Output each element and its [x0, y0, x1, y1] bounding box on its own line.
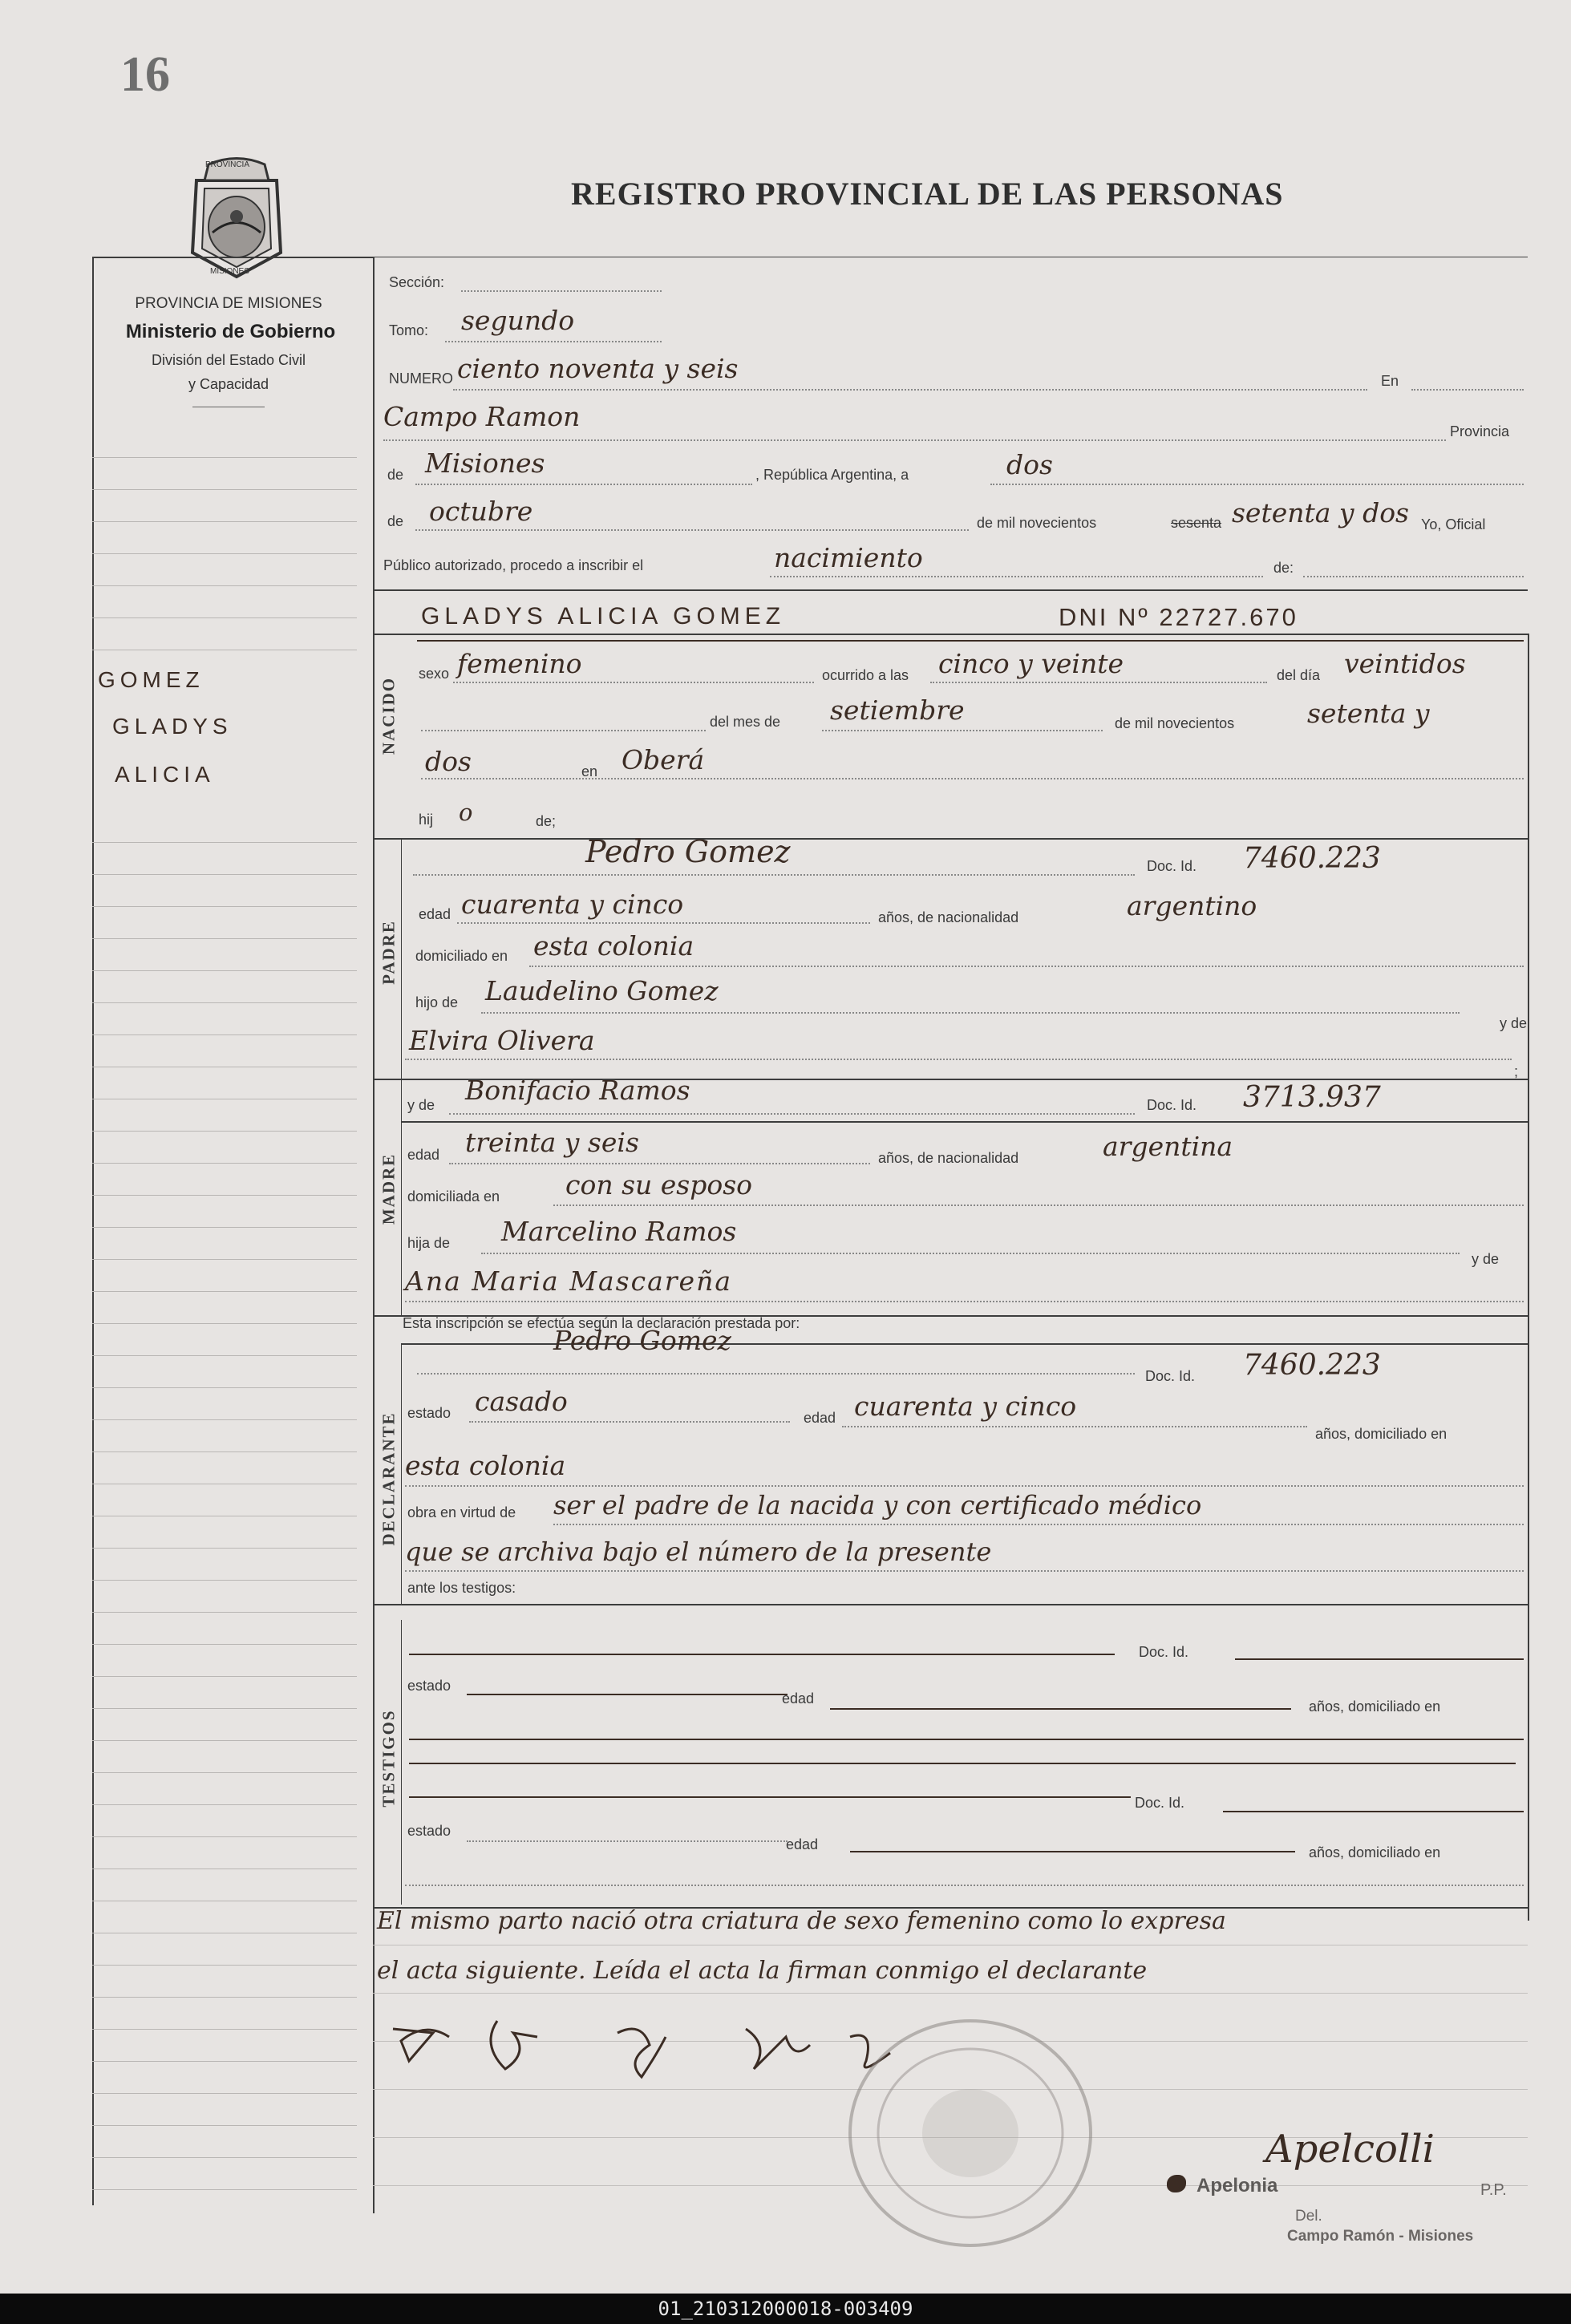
padre-nacionalidad-value: argentino	[1127, 890, 1257, 921]
declarante-edad-value: cuarenta y cinco	[854, 1391, 1077, 1422]
right-border-line	[1528, 634, 1529, 1921]
madre-edad-label: edad	[407, 1147, 440, 1163]
oficial-stamp-name: Apelonia	[1196, 2175, 1278, 2196]
section-label-declarante: DECLARANTE	[379, 1411, 399, 1546]
nota-line-2: el acta siguiente. Leída el acta la firman conmigo el declarante	[377, 1957, 1148, 1985]
madre-hija-label: hija de	[407, 1235, 451, 1251]
left-top-line	[92, 257, 373, 258]
lugar-value: Campo Ramon	[383, 401, 581, 432]
ink-blot	[1167, 2175, 1186, 2192]
inscripcion-label: Esta inscripción se efectúa según la declaración prestada por:	[403, 1315, 800, 1331]
padre-hijo-label: hijo de	[415, 994, 459, 1010]
madre-madre-value: Ana Maria Mascareña	[405, 1265, 732, 1297]
stamp-del-label: Del.	[1295, 2208, 1322, 2225]
hij-label: hij	[419, 812, 434, 828]
declarante-doc-value: 7460.223	[1243, 1349, 1381, 1382]
nacido-en-label: en	[581, 763, 598, 779]
madre-doc-value: 3713.937	[1243, 1081, 1381, 1114]
de2-label: de	[387, 513, 404, 529]
margin-note-firstname: GLADYS	[112, 714, 233, 739]
page-number: 16	[120, 47, 170, 102]
mes-value: octubre	[429, 496, 533, 527]
nacido-mes-value: setiembre	[830, 694, 965, 726]
numero-label: NUMERO	[389, 370, 453, 387]
nota-line-1: El mismo parto nació otra criatura de sexo femenino como lo expresa	[377, 1907, 1226, 1935]
testigo-2-edad-label: edad	[786, 1836, 819, 1852]
nacido-mil-label: de mil novecientos	[1115, 715, 1235, 731]
tomo-value: segundo	[461, 305, 575, 336]
madre-edad-value: treinta y seis	[465, 1127, 639, 1158]
declarante-obra-label: obra en virtud de	[407, 1504, 516, 1520]
madre-nacionalidad-label: años, de nacionalidad	[878, 1150, 1019, 1166]
office-line-4: y Capacidad	[188, 376, 269, 392]
office-line-1: PROVINCIA DE MISIONES	[135, 295, 322, 312]
provincia-label: Provincia	[1450, 423, 1510, 439]
page-title: REGISTRO PROVINCIAL DE LAS PERSONAS	[571, 176, 1284, 212]
testigo-2-domicilio-label: años, domiciliado en	[1309, 1844, 1441, 1860]
hora-value: cinco y veinte	[938, 648, 1124, 679]
provincial-seal	[180, 156, 293, 281]
seal-text-top: PROVINCIA	[205, 160, 250, 169]
sexo-value: femenino	[457, 648, 582, 679]
padre-edad-label: edad	[419, 906, 451, 922]
madre-domicilio-label: domiciliada en	[407, 1188, 500, 1205]
padre-name-value: Pedro Gomez	[585, 834, 791, 869]
declarante-doc-label: Doc. Id.	[1145, 1368, 1196, 1384]
madre-nacionalidad-value: argentina	[1103, 1131, 1233, 1162]
en-label: En	[1381, 373, 1399, 389]
hij-suffix: o	[459, 799, 473, 826]
mil-label: de mil novecientos	[977, 515, 1097, 531]
margin-note-surname: GOMEZ	[98, 667, 204, 692]
padre-doc-value: 7460.223	[1243, 842, 1381, 875]
numero-value: ciento noventa y seis	[457, 353, 739, 384]
declarante-edad-label: edad	[804, 1410, 836, 1426]
madre-y-de-label-2: y de	[1472, 1251, 1500, 1267]
oficial-signature: Apelcolli	[1265, 2127, 1435, 2172]
sexo-label: sexo	[419, 666, 450, 682]
testigo-1-domicilio-label: años, domiciliado en	[1309, 1698, 1441, 1715]
de-label: de	[387, 467, 404, 483]
de3-label: de:	[1273, 560, 1294, 576]
yo-label: Yo, Oficial	[1421, 516, 1486, 532]
upper-form-rule	[373, 589, 1528, 591]
office-line-3: División del Estado Civil	[151, 352, 306, 368]
section-label-nacido: NACIDO	[379, 676, 399, 755]
padre-doc-label: Doc. Id.	[1147, 858, 1197, 874]
section-label-testigos: TESTIGOS	[379, 1709, 399, 1808]
nacido-anio-value-2: dos	[425, 746, 472, 777]
stamp-lugar: Campo Ramón - Misiones	[1287, 2228, 1474, 2245]
nacido-de-label: de;	[536, 813, 557, 829]
office-stamp	[834, 2005, 1107, 2261]
madre-hija-value: Marcelino Ramos	[501, 1216, 737, 1247]
nacido-dni-value: DNI Nº 22727.670	[1059, 603, 1298, 631]
stamp-suffix: P.P.	[1480, 2181, 1507, 2199]
testigo-1-doc-label: Doc. Id.	[1139, 1644, 1189, 1660]
padre-domicilio-label: domiciliado en	[415, 948, 508, 964]
declarante-testigos-label: ante los testigos:	[407, 1580, 516, 1596]
madre-doc-label: Doc. Id.	[1147, 1097, 1197, 1113]
margin-note-middlename: ALICIA	[115, 762, 215, 787]
padre-nacionalidad-label: años, de nacionalidad	[878, 909, 1019, 925]
nacido-anio-value: setenta y	[1307, 698, 1430, 729]
struck-word: sesenta	[1171, 515, 1222, 531]
testigo-2-doc-label: Doc. Id.	[1135, 1795, 1185, 1811]
nacido-lugar-value: Oberá	[622, 744, 705, 775]
declarante-estado-label: estado	[407, 1405, 451, 1421]
madre-name-value: Bonifacio Ramos	[465, 1075, 690, 1106]
padre-hijo-value: Laudelino Gomez	[485, 975, 719, 1006]
left-margin-line	[92, 257, 94, 2205]
anio-value: setenta y dos	[1232, 497, 1409, 528]
declarante-obra-value-2: que se archiva bajo el número de la presente	[405, 1537, 992, 1567]
madre-y-de-label: y de	[407, 1097, 435, 1113]
image-caption: 01_210312000018-003409	[0, 2294, 1571, 2324]
declarante-name-value: Pedro Gomez	[553, 1325, 731, 1356]
section-label-madre: MADRE	[379, 1152, 399, 1225]
office-line-2: Ministerio de Gobierno	[125, 321, 336, 342]
dia-value: dos	[1006, 449, 1053, 480]
testigo-2-estado-label: estado	[407, 1823, 451, 1839]
section-label-padre: PADRE	[379, 920, 399, 985]
provincia-value: Misiones	[425, 447, 545, 479]
padre-madre-value: Elvira Olivera	[409, 1025, 595, 1056]
publico-label: Público autorizado, procedo a inscribir el	[383, 557, 644, 573]
republica-label: , República Argentina, a	[755, 467, 909, 483]
tomo-label: Tomo:	[389, 322, 429, 338]
del-dia-label: del día	[1277, 667, 1321, 683]
ocurrido-label: ocurrido a las	[822, 667, 909, 683]
declarante-obra-value: ser el padre de la nacida y con certificado médico	[553, 1490, 1202, 1520]
seccion-label: Sección:	[389, 274, 445, 290]
nacido-name-value: GLADYS ALICIA GOMEZ	[421, 603, 786, 630]
madre-domicilio-value: con su esposo	[565, 1169, 753, 1200]
padre-y-de-label: y de	[1500, 1015, 1528, 1031]
seal-text-bottom: MISIONES	[210, 267, 249, 276]
declarante-estado-value: casado	[475, 1386, 568, 1417]
nacido-mes-label: del mes de	[710, 714, 781, 730]
main-divider-line	[373, 257, 375, 2213]
declarante-domicilio-label: años, domiciliado en	[1315, 1426, 1448, 1442]
testigo-1-estado-label: estado	[407, 1678, 451, 1694]
padre-domicilio-value: esta colonia	[533, 930, 694, 962]
declarante-domicilio-value: esta colonia	[405, 1450, 566, 1481]
dia-value: veintidos	[1344, 648, 1466, 679]
padre-semicolon: ;	[1514, 1063, 1519, 1079]
testigo-1-edad-label: edad	[782, 1690, 815, 1707]
acto-value: nacimiento	[774, 542, 923, 573]
padre-edad-value: cuarenta y cinco	[461, 889, 684, 920]
